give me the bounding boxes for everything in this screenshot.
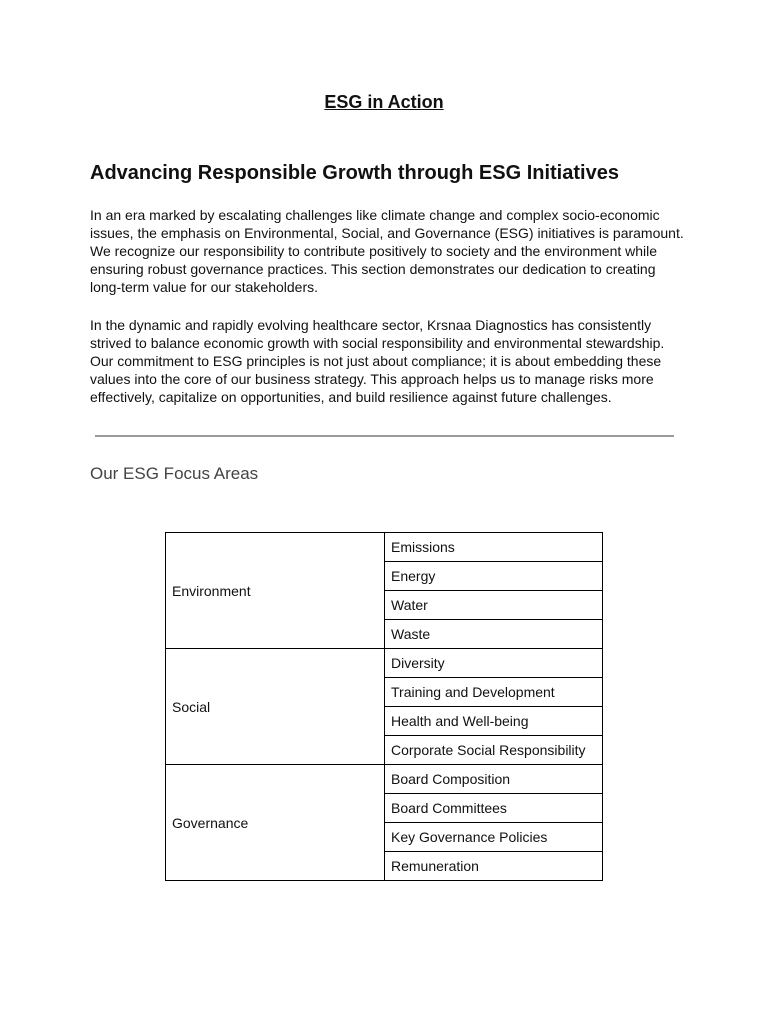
focus-area-cell: Water	[385, 591, 603, 620]
focus-area-cell: Board Committees	[385, 794, 603, 823]
focus-area-cell: Waste	[385, 620, 603, 649]
focus-area-cell: Emissions	[385, 533, 603, 562]
table-row	[166, 649, 603, 678]
pillar-governance: Governance	[166, 765, 385, 881]
esg-focus-table	[165, 532, 603, 881]
focus-area-cell: Health and Well-being	[385, 707, 603, 736]
pillar-environment: Environment	[166, 533, 385, 649]
focus-areas-heading: Our ESG Focus Areas	[90, 464, 259, 483]
section-heading: Advancing Responsible Growth through ESG Initiatives	[90, 162, 619, 184]
table-row	[166, 533, 603, 562]
intro-paragraph: In an era marked by escalating challenges like climate change and complex socio-economic issues, the emphasis on Environmental, Social, and Governance (ESG) initiatives is paramount. We recognize our responsibility to contribute positively to society and the environment while ensuring robust governance practices. This section demonstrates our dedication to creating long-term value for our stakeholders.	[90, 207, 684, 295]
horizontal-divider	[95, 435, 674, 437]
focus-area-cell: Diversity	[385, 649, 603, 678]
document-title: ESG in Action	[324, 92, 444, 112]
focus-area-cell: Energy	[385, 562, 603, 591]
table-row	[166, 765, 603, 794]
focus-area-cell: Board Composition	[385, 765, 603, 794]
focus-area-cell: Remuneration	[385, 852, 603, 881]
commitment-paragraph: In the dynamic and rapidly evolving healthcare sector, Krsnaa Diagnostics has consistently strived to balance economic growth with social responsibility and environmental stewardship. Our commitment to ESG principles is not just about compliance; it is about embedding these values into the core of our business strategy. This approach helps us to manage risks more effectively, capitalize on opportunities, and build resilience against future challenges.	[90, 317, 665, 405]
focus-area-cell: Training and Development	[385, 678, 603, 707]
focus-area-cell: Corporate Social Responsibility	[385, 736, 603, 765]
pillar-social: Social	[166, 649, 385, 765]
focus-area-cell: Key Governance Policies	[385, 823, 603, 852]
